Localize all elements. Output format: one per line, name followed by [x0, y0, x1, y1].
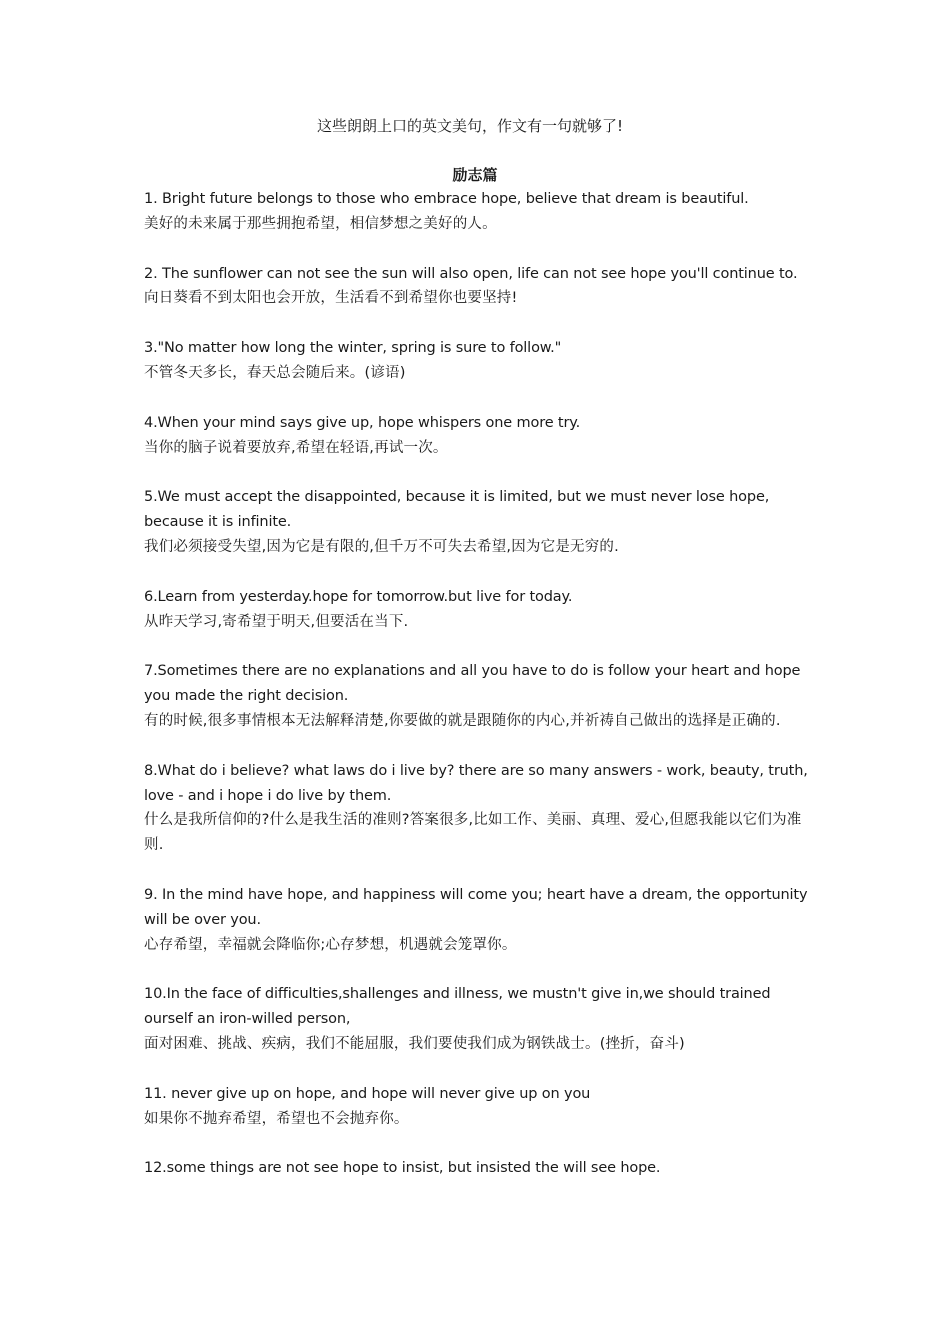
quote-english: 11. never give up on hope, and hope will never give up on you [144, 1085, 591, 1102]
quote-english: 8.What do i believe? what laws do i live by? there are so many answers - work, beauty, truth, love - and i hope i do live by them. [144, 762, 808, 804]
quote-english: 9. In the mind have hope, and happiness will come you; heart have a dream, the opportunity will be over you. [144, 886, 808, 928]
quote-chinese: 面对困难、挑战、疾病，我们不能屈服，我们要使我们成为钢铁战士。(挫折，奋斗) [144, 1035, 685, 1052]
quote-entry-6 [144, 585, 809, 635]
quote-english: 10.In the face of difficulties,shallenges and illness, we mustn't give in,we should trained ourself an iron-willed person, [144, 986, 771, 1028]
quote-english: 5.We must accept the disappointed, because it is limited, but we must never lose hope, because it is infinite. [144, 489, 770, 531]
quote-entry-3 [144, 336, 809, 386]
quote-chinese: 我们必须接受失望,因为它是有限的,但千万不可失去希望,因为它是无穷的. [144, 538, 619, 555]
quote-chinese: 有的时候,很多事情根本无法解释清楚,你要做的就是跟随你的内心,并祈祷自己做出的选择是正确的. [144, 712, 781, 729]
quote-chinese: 什么是我所信仰的?什么是我生活的准则?答案很多,比如工作、美丽、真理、爱心,但愿我能以它们为准则. [144, 812, 802, 854]
document-title: 这些朗朗上口的英文美句，作文有一句就够了! [316, 117, 623, 135]
quote-chinese: 从昨天学习,寄希望于明天,但要活在当下. [144, 613, 409, 630]
quote-chinese: 不管冬天多长，春天总会随后来。(谚语) [144, 364, 406, 381]
quote-chinese: 美好的未来属于那些拥抱希望，相信梦想之美好的人。 [144, 215, 497, 232]
quote-chinese: 向日葵看不到太阳也会开放，生活看不到希望你也要坚持! [144, 290, 518, 307]
quote-entry-4 [144, 411, 809, 461]
quote-list [144, 187, 809, 1206]
quote-entry-9 [144, 883, 809, 957]
quote-chinese: 如果你不抛弃希望，希望也不会抛弃你。 [144, 1110, 409, 1127]
quote-entry-11 [144, 1082, 809, 1132]
quote-entry-1 [144, 187, 809, 237]
quote-english: 1. Bright future belongs to those who embrace hope, believe that dream is beautiful. [144, 191, 749, 207]
quote-entry-12 [144, 1156, 809, 1181]
quote-entry-7 [144, 659, 809, 733]
quote-english: 4.When your mind says give up, hope whispers one more try. [144, 414, 581, 431]
quote-english: 3."No matter how long the winter, spring is sure to follow." [144, 340, 562, 357]
quote-entry-2 [144, 262, 809, 312]
quote-english: 12.some things are not see hope to insist, but insisted the will see hope. [144, 1160, 661, 1177]
quote-entry-5 [144, 485, 809, 559]
section-heading: 励志篇 [452, 166, 498, 184]
quote-chinese: 当你的脑子说着要放弃,希望在轻语,再试一次。 [144, 439, 448, 456]
quote-english: 6.Learn from yesterday.hope for tomorrow.but live for today. [144, 588, 573, 605]
quote-english: 2. The sunflower can not see the sun will also open, life can not see hope you'll continue to. [144, 265, 798, 282]
quote-entry-10 [144, 982, 809, 1056]
quote-english: 7.Sometimes there are no explanations and all you have to do is follow your heart and hope you made the right decision. [144, 663, 801, 705]
quote-chinese: 心存希望，幸福就会降临你;心存梦想，机遇就会笼罩你。 [144, 936, 517, 953]
quote-entry-8 [144, 759, 809, 858]
